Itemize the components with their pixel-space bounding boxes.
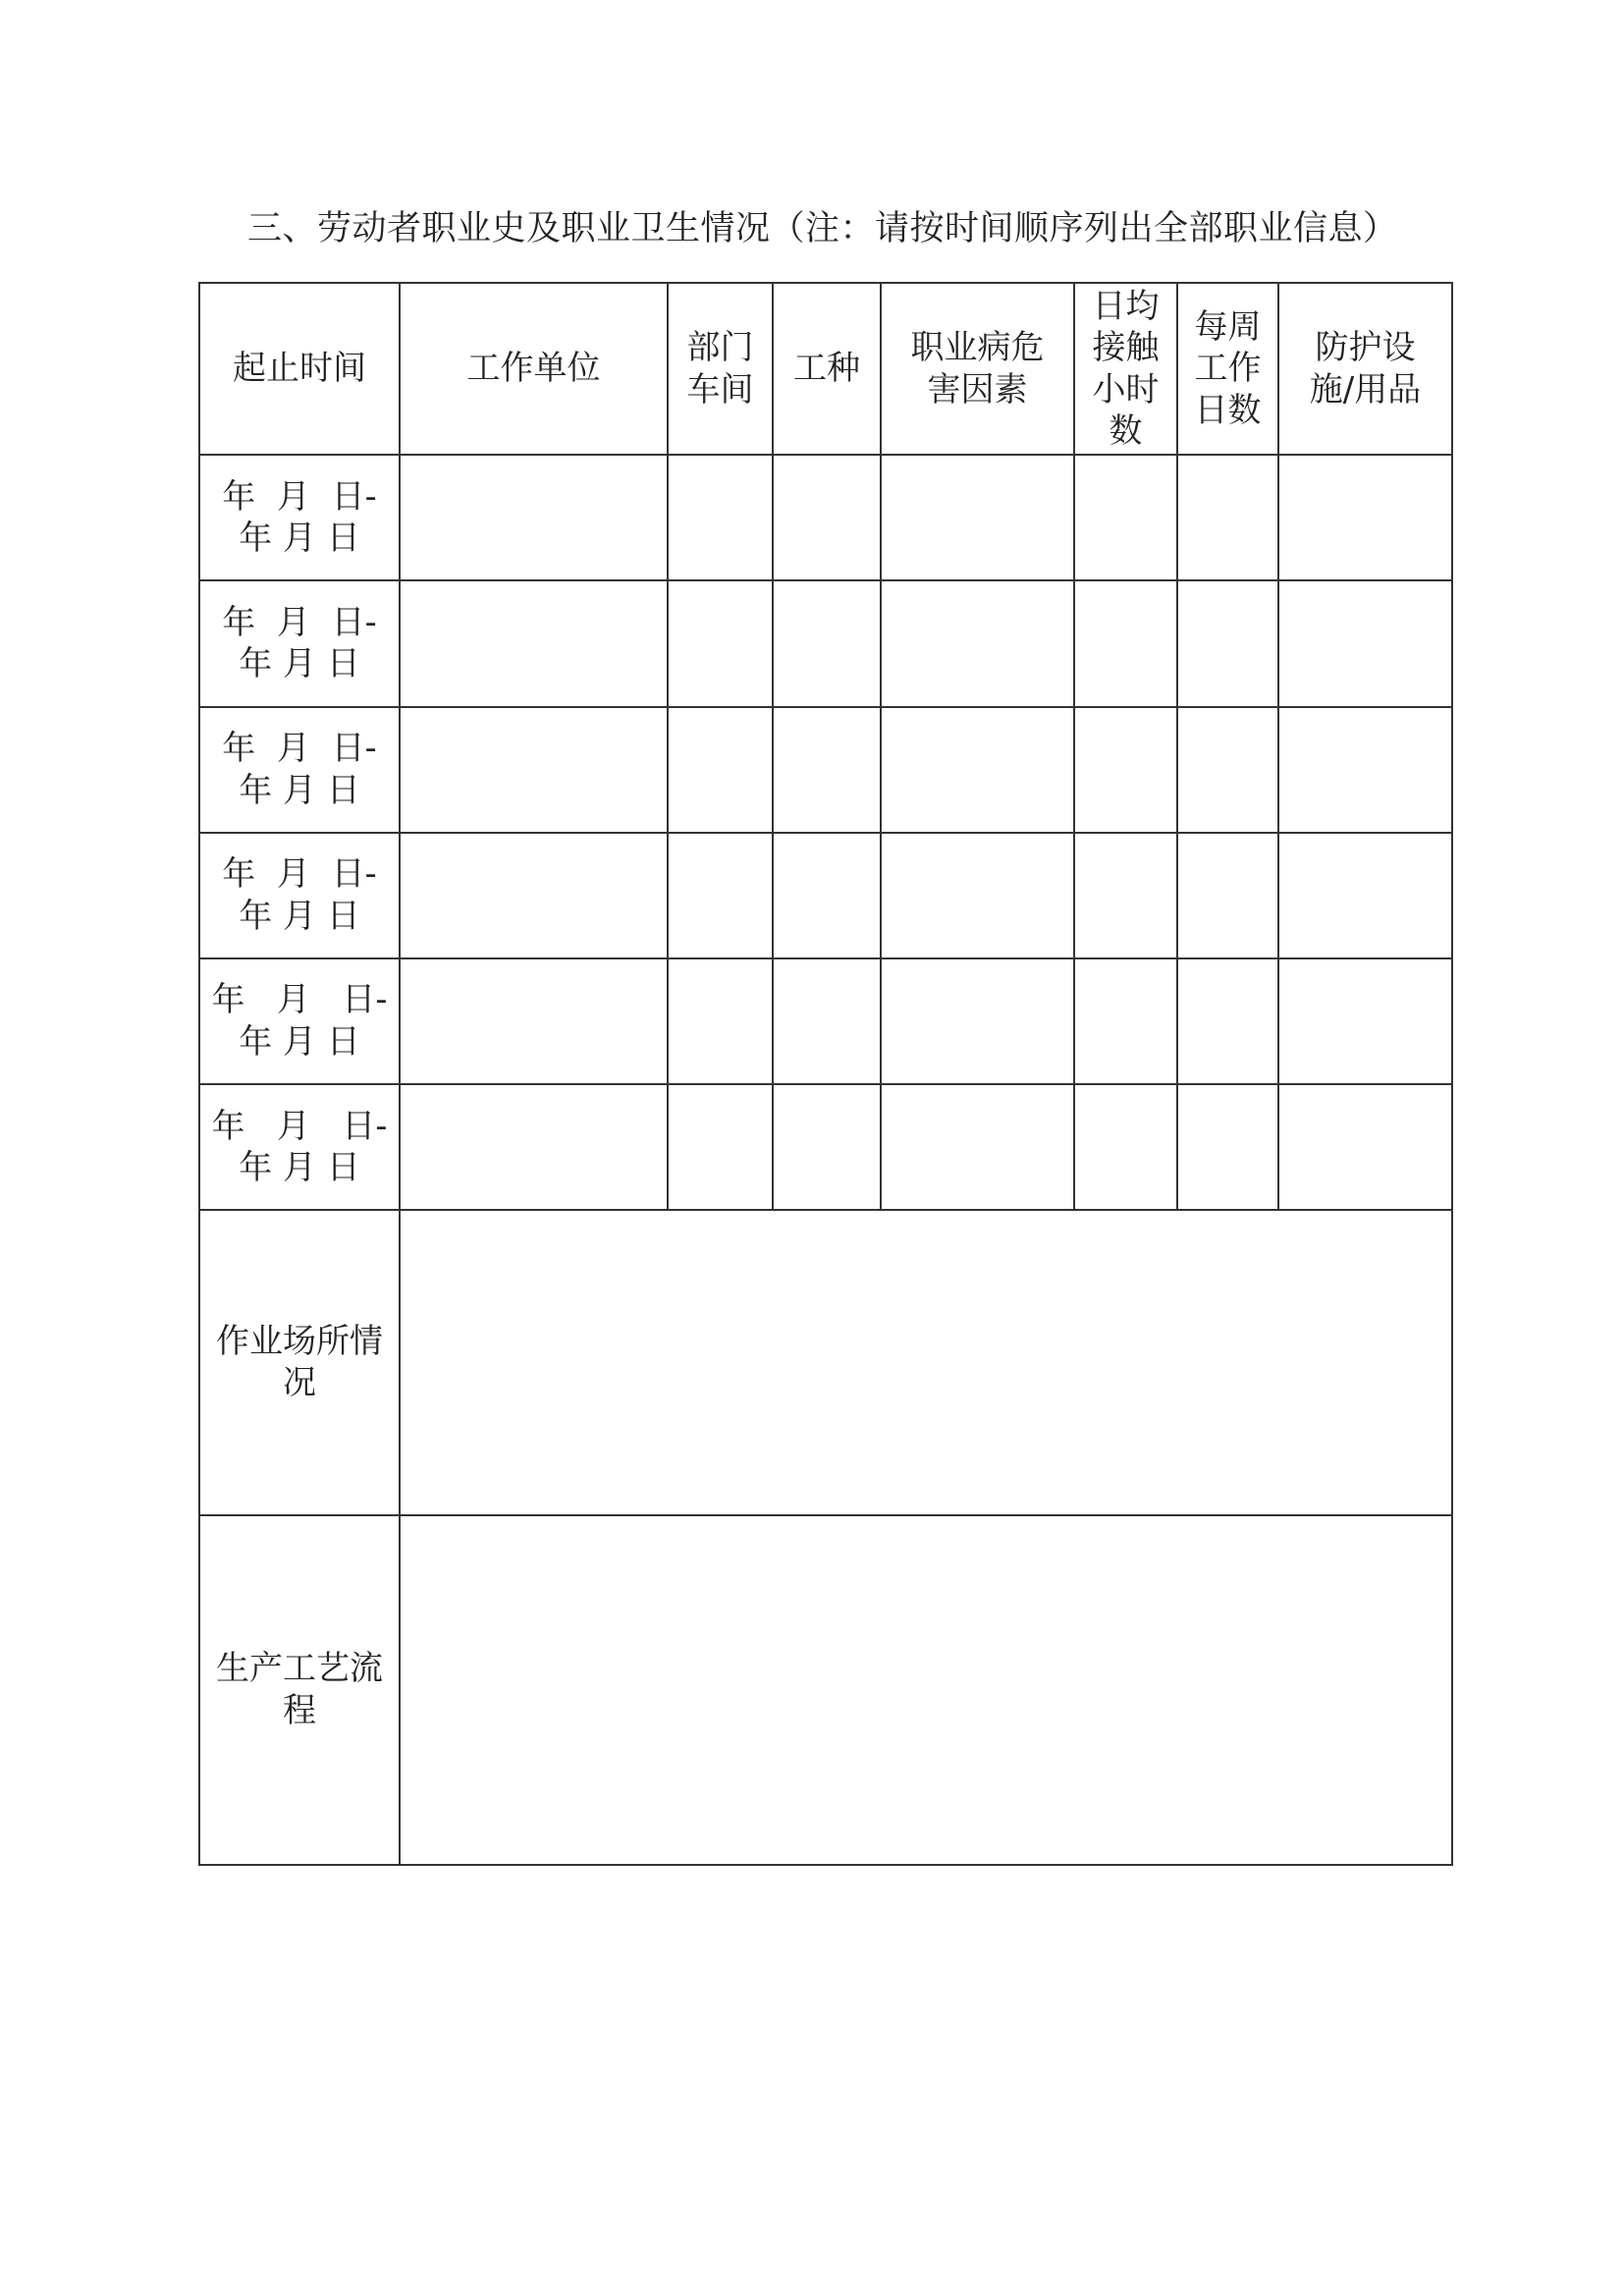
protective-equipment-field[interactable] [1278,833,1452,958]
column-header-employer: 工作单位 [400,283,668,455]
workplace-label: 作业场所情况 [199,1210,400,1514]
column-header-hazard-factors: 职业病危害因素 [881,283,1074,455]
date-range-cell[interactable]: 年 月 日- 年 月 日 [199,1084,400,1210]
occupational-history-table [198,282,1453,1866]
column-header-department: 部门车间 [668,283,773,455]
daily-exposure-hours-field[interactable] [1074,958,1177,1084]
protective-equipment-field[interactable] [1278,958,1452,1084]
date-range-cell[interactable]: 年 月 日- 年 月 日 [199,833,400,958]
process-row [199,1515,1452,1865]
daily-exposure-hours-field[interactable] [1074,580,1177,706]
daily-exposure-hours-field[interactable] [1074,1084,1177,1210]
column-header-period: 起止时间 [199,283,400,455]
protective-equipment-field[interactable] [1278,1084,1452,1210]
daily-exposure-hours-field[interactable] [1074,455,1177,580]
protective-equipment-field[interactable] [1278,455,1452,580]
daily-exposure-hours-field[interactable] [1074,707,1177,833]
job-type-field[interactable] [773,958,881,1084]
table-row [199,707,1452,833]
weekly-work-days-field[interactable] [1177,580,1278,706]
table-row [199,958,1452,1084]
department-field[interactable] [668,580,773,706]
table-row [199,833,1452,958]
hazard-factors-field[interactable] [881,958,1074,1084]
weekly-work-days-field[interactable] [1177,958,1278,1084]
hazard-factors-field[interactable] [881,455,1074,580]
workplace-row [199,1210,1452,1514]
date-range-cell[interactable]: 年 月 日- 年 月 日 [199,455,400,580]
hazard-factors-field[interactable] [881,833,1074,958]
hazard-factors-field[interactable] [881,1084,1074,1210]
table-row [199,455,1452,580]
job-type-field[interactable] [773,580,881,706]
employer-field[interactable] [400,1084,668,1210]
process-label: 生产工艺流程 [199,1515,400,1865]
employer-field[interactable] [400,707,668,833]
weekly-work-days-field[interactable] [1177,833,1278,958]
date-range-cell[interactable]: 年 月 日- 年 月 日 [199,958,400,1084]
department-field[interactable] [668,455,773,580]
column-header-weekly-work-days: 每周工作日数 [1177,283,1278,455]
department-field[interactable] [668,1084,773,1210]
protective-equipment-field[interactable] [1278,580,1452,706]
job-type-field[interactable] [773,707,881,833]
employer-field[interactable] [400,455,668,580]
table-row [199,580,1452,706]
column-header-daily-exposure-hours: 日均接触小时数 [1074,283,1177,455]
job-type-field[interactable] [773,1084,881,1210]
employer-field[interactable] [400,958,668,1084]
employer-field[interactable] [400,833,668,958]
column-header-job-type: 工种 [773,283,881,455]
daily-exposure-hours-field[interactable] [1074,833,1177,958]
section-heading: 三、劳动者职业史及职业卫生情况（注：请按时间顺序列出全部职业信息） [247,209,1398,248]
process-description-field[interactable] [400,1515,1452,1865]
header-row [199,283,1452,455]
table-row [199,1084,1452,1210]
weekly-work-days-field[interactable] [1177,455,1278,580]
hazard-factors-field[interactable] [881,580,1074,706]
protective-equipment-field[interactable] [1278,707,1452,833]
job-type-field[interactable] [773,833,881,958]
weekly-work-days-field[interactable] [1177,707,1278,833]
weekly-work-days-field[interactable] [1177,1084,1278,1210]
job-type-field[interactable] [773,455,881,580]
column-header-protective-equipment: 防护设施/用品 [1278,283,1452,455]
department-field[interactable] [668,707,773,833]
date-range-cell[interactable]: 年 月 日- 年 月 日 [199,707,400,833]
employer-field[interactable] [400,580,668,706]
department-field[interactable] [668,833,773,958]
date-range-cell[interactable]: 年 月 日- 年 月 日 [199,580,400,706]
workplace-description-field[interactable] [400,1210,1452,1514]
department-field[interactable] [668,958,773,1084]
hazard-factors-field[interactable] [881,707,1074,833]
